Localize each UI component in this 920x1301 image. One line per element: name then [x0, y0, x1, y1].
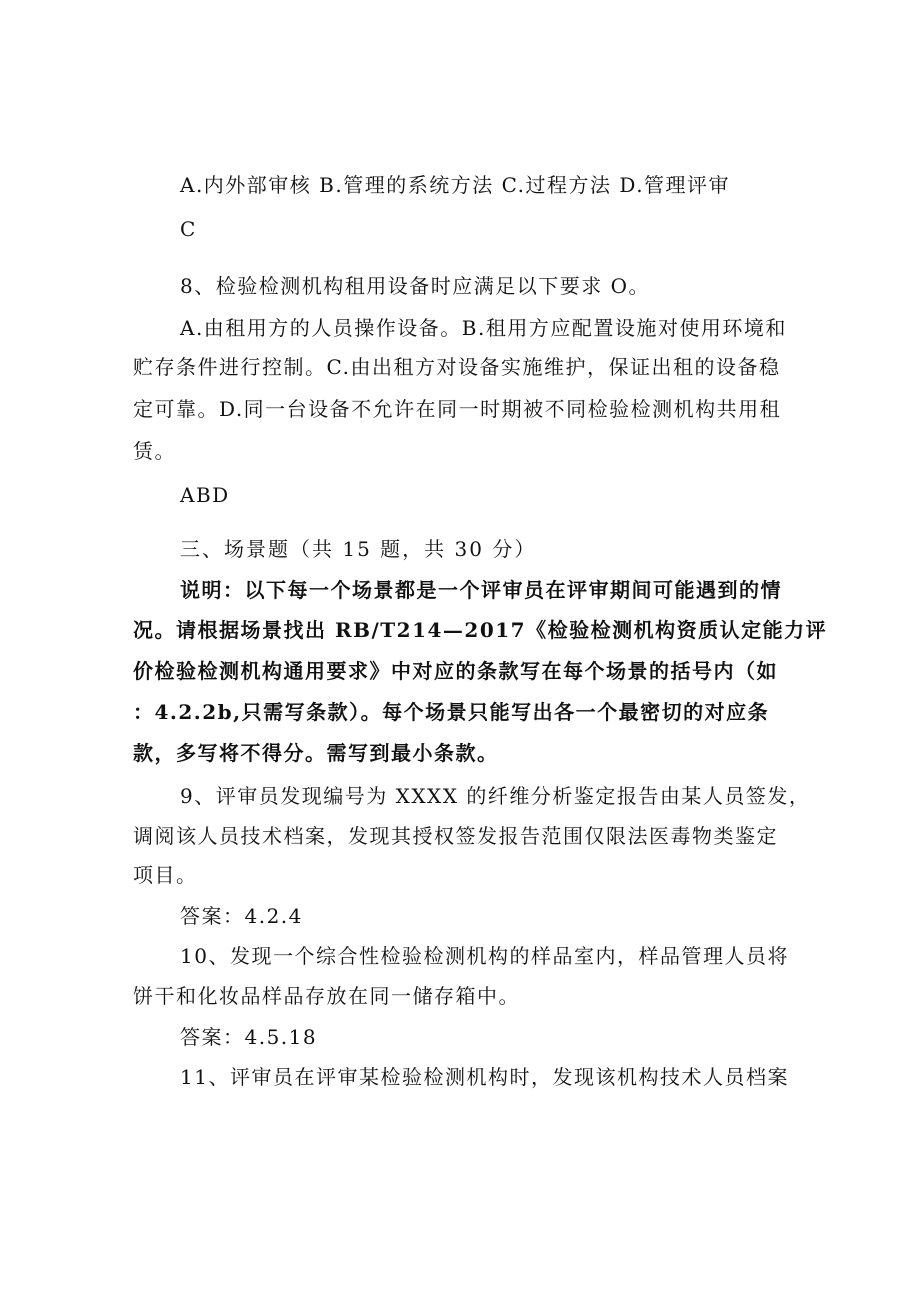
- q8-question: 8、检验检测机构租用设备时应满足以下要求 O。: [180, 274, 650, 298]
- section3-note-line-1: 说明：以下每一个场景都是一个评审员在评审期间可能遇到的情: [180, 578, 782, 602]
- q9-line-3: 项目。: [133, 863, 198, 887]
- q7-answer: C: [180, 217, 197, 241]
- q9-answer: 答案：4.2.4: [180, 904, 303, 928]
- section3-heading: 三、场景题（共 15 题，共 30 分）: [180, 537, 537, 561]
- q10-line-1: 10、发现一个综合性检验检测机构的样品室内，样品管理人员将: [180, 944, 789, 968]
- section3-note-line-5: 款，多写将不得分。需写到最小条款。: [133, 741, 499, 765]
- q9-line-1: 9、评审员发现编号为 XXXX 的纤维分析鉴定报告由某人员签发，: [180, 784, 811, 808]
- section3-note-line-2: 况。请根据场景找出 RB/T214—2017《检验检测机构资质认定能力评: [133, 618, 828, 642]
- q8-options-line-1: A.由租用方的人员操作设备。B.租用方应配置设施对使用环境和: [180, 316, 787, 340]
- q8-options-line-3: 定可靠。D.同一台设备不允许在同一时期被不同检验检测机构共用租: [133, 397, 782, 421]
- q10-answer: 答案：4.5.18: [180, 1025, 318, 1049]
- q7-options: A.内外部审核 B.管理的系统方法 C.过程方法 D.管理评审: [180, 173, 731, 197]
- q8-answer: ABD: [180, 483, 230, 507]
- q8-options-line-4: 赁。: [133, 439, 176, 463]
- section3-note-line-3: 价检验检测机构通用要求》中对应的条款写在每个场景的括号内（如: [133, 659, 778, 683]
- q10-line-2: 饼干和化妆品样品存放在同一储存箱中。: [133, 984, 520, 1008]
- q8-options-line-2: 贮存条件进行控制。C.由出租方对设备实施维护，保证出租的设备稳: [133, 355, 781, 379]
- q9-line-2: 调阅该人员技术档案，发现其授权签发报告范围仅限法医毒物类鉴定: [133, 824, 778, 848]
- section3-note-line-4: ：4.2.2b,只需写条款）。每个场景只能写出各一个最密切的对应条: [133, 700, 770, 724]
- q11-line-1: 11、评审员在评审某检验检测机构时，发现该机构技术人员档案: [180, 1065, 789, 1089]
